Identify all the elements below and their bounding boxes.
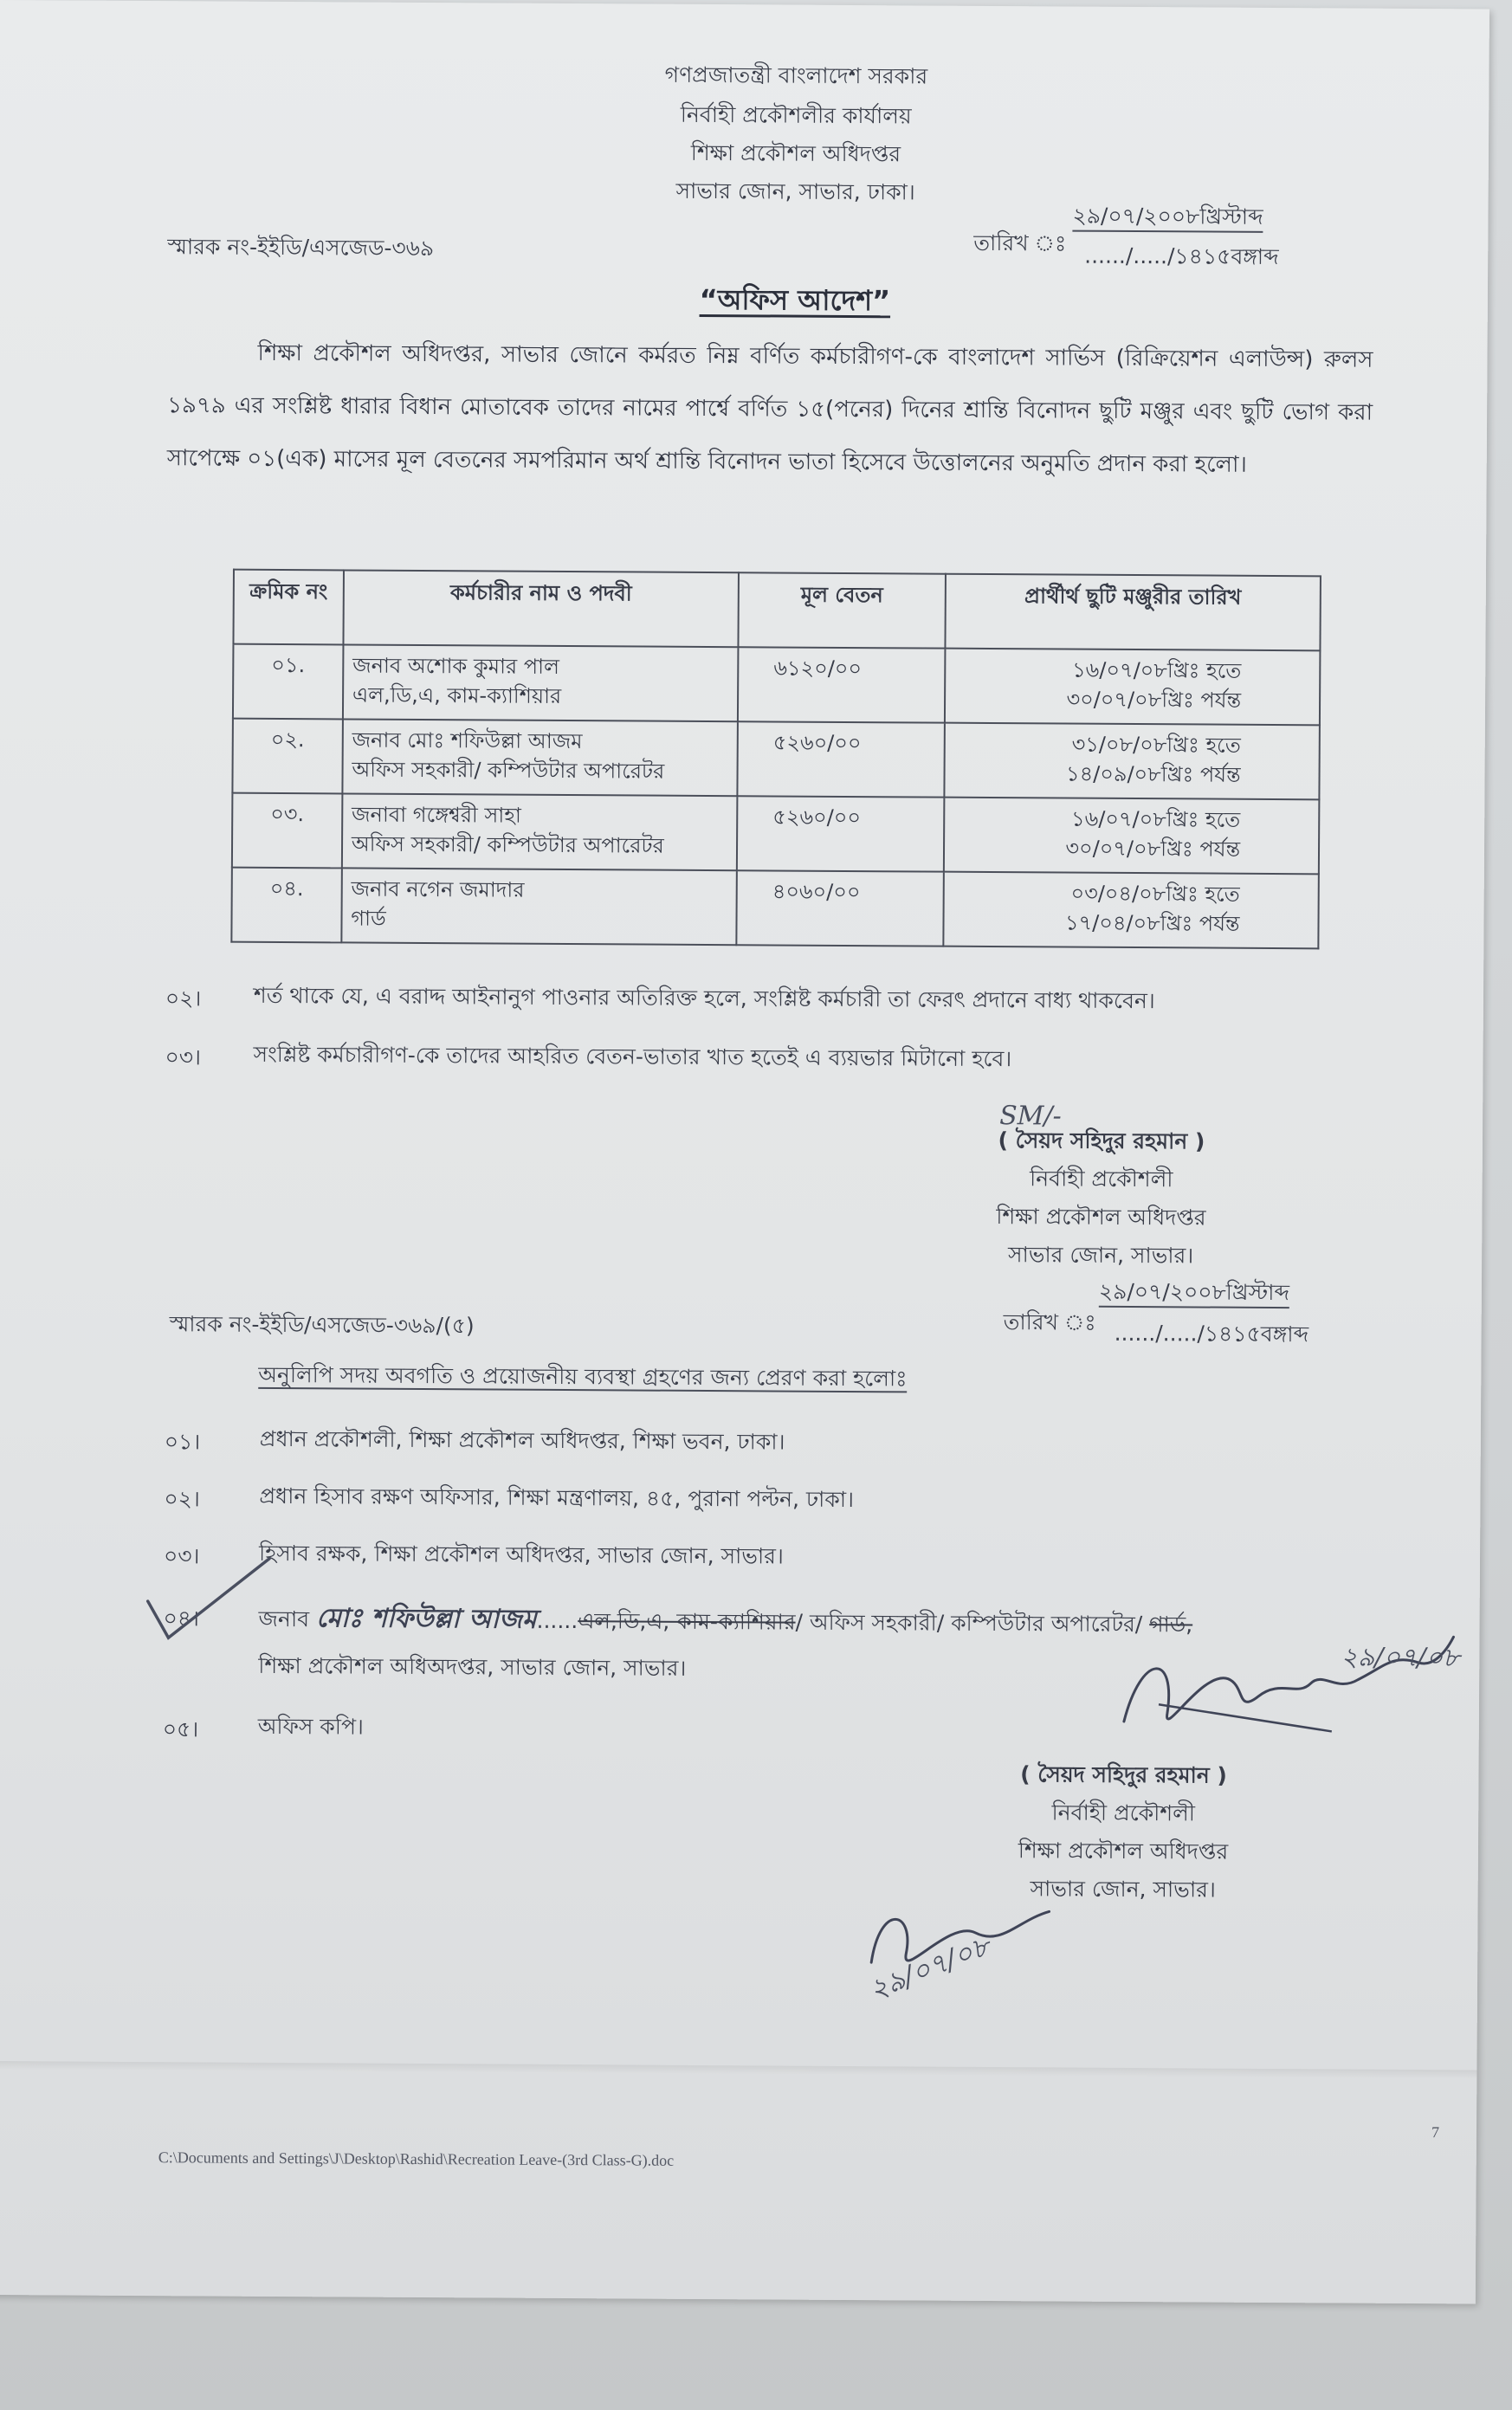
employee-designation: অফিস সহকারী/ কম্পিউটার অপারেটর: [351, 831, 664, 858]
copy-number: ০১।: [164, 1429, 201, 1455]
memo2-date-label: তারিখ ঃ: [1003, 1309, 1096, 1335]
memo2-date-gregorian: [1099, 1275, 1289, 1313]
employee-designation: অফিস সহকারী/ কম্পিউটার অপারেটর: [352, 757, 665, 784]
header-leave-dates: প্রার্থীর্থ ছুটি মঞ্জুরীর তারিখ: [945, 574, 1321, 651]
order-paragraph: শিক্ষা প্রকৌশল অধিদপ্তর, সাভার জোনে কর্মরত নিম্ন বর্ণিত কর্মচারীগণ-কে বাংলাদেশ সার্ভিস (রিক্রিয়েশন এলাউন্স) রুলস ১৯৭৯ এর সংশ্লিষ্ট ধারার বিধান মোতাবেক তাদের নামের পার্শ্বে বর্ণিত ১৫(পনের) দিনের শ্রান্তি বিনোদন ছুটি মঞ্জুর এবং ছুটি ভোগ করা সাপেক্ষে ০১(এক) মাসের মূল বেতনের সমপরিমান অর্থ শ্রান্তি বিনোদন ভাতা হিসেবে উত্তোলনের অনুমতি প্রদান করা হলো।: [166, 339, 1373, 478]
leave-table-body: [231, 644, 1320, 949]
signature-initial: SM/-: [999, 1101, 1062, 1132]
clause-text: সংশ্লিষ্ট কর্মচারীগণ-কে তাদের আহরিত বেতন-ভাতার খাত হতেই এ ব্যয়ভার মিটানো হবে।: [253, 1041, 1012, 1072]
table-row: [231, 868, 1319, 949]
copy-intro: [258, 1358, 907, 1399]
cell-name-designation: [342, 719, 738, 796]
memo2-date-bangla: ....../...../১৪১৫বঙ্গাব্দ: [1114, 1320, 1309, 1347]
copy5-text: অফিস কপি।: [257, 1713, 365, 1740]
employee-name: জনাব অশোক কুমার পাল: [352, 653, 560, 679]
cell-serial: ০২.: [232, 719, 342, 794]
copy-recipient: প্রধান হিসাব রক্ষণ অফিসার, শিক্ষা মন্ত্রণালয়, ৪৫, পুরানা পল্টন, ঢাকা।: [259, 1483, 855, 1513]
memo-date-gregorian-text: ২৯/০৭/২০০৮খ্রিস্টাব্দ: [1072, 204, 1263, 233]
employee-name: জনাব নগেন জমাদার: [351, 876, 525, 902]
footer-page-number: 7: [1431, 2123, 1440, 2142]
copy4-prefix: জনাব: [258, 1606, 310, 1632]
signer2-location: সাভার জোন, সাভার।: [1030, 1876, 1216, 1903]
copy4-handwritten-name: মোঃ শফিউল্লা আজম: [315, 1603, 537, 1635]
cell-serial: ০১.: [233, 644, 343, 720]
leave-table: [230, 569, 1321, 950]
copy-number: ০৩।: [163, 1543, 200, 1569]
copy-recipient: প্রধান প্রকৌশলী, শিক্ষা প্রকৌশল অধিদপ্তর, শিক্ষা ভবন, ঢাকা।: [259, 1425, 785, 1455]
order-title: “অফিস আদেশ”: [699, 282, 891, 318]
clause-number: ০২।: [165, 985, 202, 1011]
header-government: গণপ্রজাতন্ত্রী বাংলাদেশ সরকার: [664, 61, 928, 89]
header-office: নির্বাহী প্রকৌশলীর কার্যালয়: [680, 101, 912, 129]
leave-to: ১৭/০৪/০৮খ্রিঃ পর্যন্ত: [1064, 910, 1240, 936]
header-location: সাভার জোন, সাভার, ঢাকা।: [675, 178, 915, 205]
tick-mark-icon: [139, 1551, 278, 1656]
leave-from: ৩১/০৮/০৮খ্রিঃ হতে: [1071, 732, 1241, 758]
cell-leave-dates: [944, 798, 1320, 875]
cell-leave-dates: [943, 872, 1319, 949]
signer2-name: ( সৈয়দ সহিদুর রহমান ): [1020, 1761, 1227, 1788]
clause-text: শর্ত থাকে যে, এ বরাদ্দ আইনানুগ পাওনার অতিরিক্ত হলে, সংশ্লিষ্ট কর্মচারী তা ফেরৎ প্রদানে বাধ্য থাকবেন।: [253, 982, 1155, 1014]
receipt-handwritten-date: ২৯/০৭/০৮: [864, 1929, 995, 2007]
header-department: শিক্ষা প্রকৌশল অধিদপ্তর: [690, 139, 901, 167]
leave-from: ১৬/০৭/০৮খ্রিঃ হতে: [1071, 806, 1241, 832]
copy5-number: ০৫।: [162, 1716, 199, 1742]
signer2-title: নির্বাহী প্রকৌশলী: [1051, 1799, 1196, 1826]
employee-designation: গার্ড: [351, 906, 386, 931]
copy4-number: ০৪।: [163, 1606, 200, 1631]
cell-serial: ০৩.: [232, 793, 342, 869]
leave-to: ৩০/০৭/০৮খ্রিঃ পর্যন্ত: [1066, 687, 1242, 713]
leave-to: ৩০/০৭/০৮খ্রিঃ পর্যন্ত: [1065, 836, 1241, 862]
header-name-designation: কর্মচারীর নাম ও পদবী: [343, 570, 739, 647]
employee-name: জনাব মোঃ শফিউল্লা আজম: [352, 727, 583, 754]
employee-name: জনাবা গঙ্গেশ্বরী সাহা: [352, 802, 521, 828]
leave-to: ১৪/০৯/০৮খ্রিঃ পর্যন্ত: [1065, 761, 1241, 787]
signer-office: শিক্ষা প্রকৌশল অধিদপ্তর: [996, 1204, 1206, 1231]
memo-date-label: তারিখ ঃ: [973, 229, 1067, 256]
memo2-date-gregorian-text: ২৯/০৭/২০০৮খ্রিস্টাব্দ: [1099, 1279, 1289, 1308]
table-row: [232, 793, 1320, 875]
cell-leave-dates: [944, 723, 1320, 800]
cell-basic-pay: ৬১২০/০০: [738, 647, 945, 722]
copy4-line: [258, 1597, 1192, 1647]
signer-location: সাভার জোন, সাভার।: [1007, 1242, 1194, 1269]
cell-name-designation: [343, 644, 739, 721]
signer-title: নির্বাহী প্রকৌশলী: [1029, 1166, 1173, 1192]
employee-designation: এল,ডি,এ, কাম-ক্যাশিয়ার: [352, 682, 562, 708]
copy-recipient: হিসাব রক্ষক, শিক্ষা প্রকৌশল অধিদপ্তর, সাভার জোন, সাভার।: [258, 1540, 784, 1569]
leave-from: ১৬/০৭/০৮খ্রিঃ হতে: [1072, 657, 1242, 683]
memo2-reference: স্মারক নং-ইইডি/এসজেড-৩৬৯/(৫): [169, 1311, 475, 1339]
copy4-office-line: শিক্ষা প্রকৌশল অধিঅদপ্তর, সাভার জোন, সাভার।: [258, 1652, 687, 1681]
fold-shadow: [0, 2061, 1476, 2079]
signer2-office: শিক্ষা প্রকৌশল অধিদপ্তর: [1018, 1838, 1229, 1864]
header-serial: ক্রমিক নং: [233, 570, 343, 645]
copy-intro-text: অনুলিপি সদয় অবগতি ও প্রয়োজনীয় ব্যবস্থা গ্রহণের জন্য প্রেরণ করা হলোঃ: [258, 1361, 908, 1392]
leave-table-header-row: [233, 570, 1321, 651]
cell-basic-pay: ৫২৬০/০০: [737, 721, 944, 797]
table-row: [233, 644, 1321, 726]
cell-name-designation: [341, 868, 737, 945]
cell-serial: ০৪.: [231, 868, 341, 943]
header-basic-pay: মূল বেতন: [739, 572, 946, 648]
signature-block-1: [919, 1121, 1283, 1276]
table-row: [232, 719, 1320, 800]
signature2-handwritten-date: ২৯/০৭/০৮: [1341, 1642, 1460, 1674]
copy-number: ০২।: [164, 1486, 200, 1512]
cell-leave-dates: [945, 649, 1321, 726]
memo-date-gregorian: [1072, 199, 1263, 237]
memo-date-bangla: ....../...../১৪১৫বঙ্গাব্দ: [1084, 242, 1279, 270]
copy4-dots: ......: [536, 1607, 578, 1634]
cell-basic-pay: ৫২৬০/০০: [737, 796, 944, 871]
copy4-struck-guard: গার্ড,: [1149, 1612, 1193, 1638]
cell-name-designation: [342, 793, 738, 870]
cell-basic-pay: ৪০৬০/০০: [736, 870, 943, 946]
copy4-designation: / অফিস সহকারী/ কম্পিউটার অপারেটর/: [795, 1609, 1143, 1638]
clause-number: ০৩।: [165, 1044, 202, 1070]
copy4-struck-designation: এল,ডি,এ, কাম-ক্যাশিয়ার: [578, 1608, 796, 1635]
leave-from: ০৩/০৪/০৮খ্রিঃ হতে: [1070, 881, 1240, 907]
memo-reference: স্মারক নং-ইইডি/এসজেড-৩৬৯: [167, 234, 435, 262]
footer-file-path: C:\Documents and Settings\J\Desktop\Rashid\Recreation Leave-(3rd Class-G).doc: [158, 2148, 675, 2169]
signer-name: ( সৈয়দ সহিদুর রহমান ): [998, 1127, 1205, 1154]
